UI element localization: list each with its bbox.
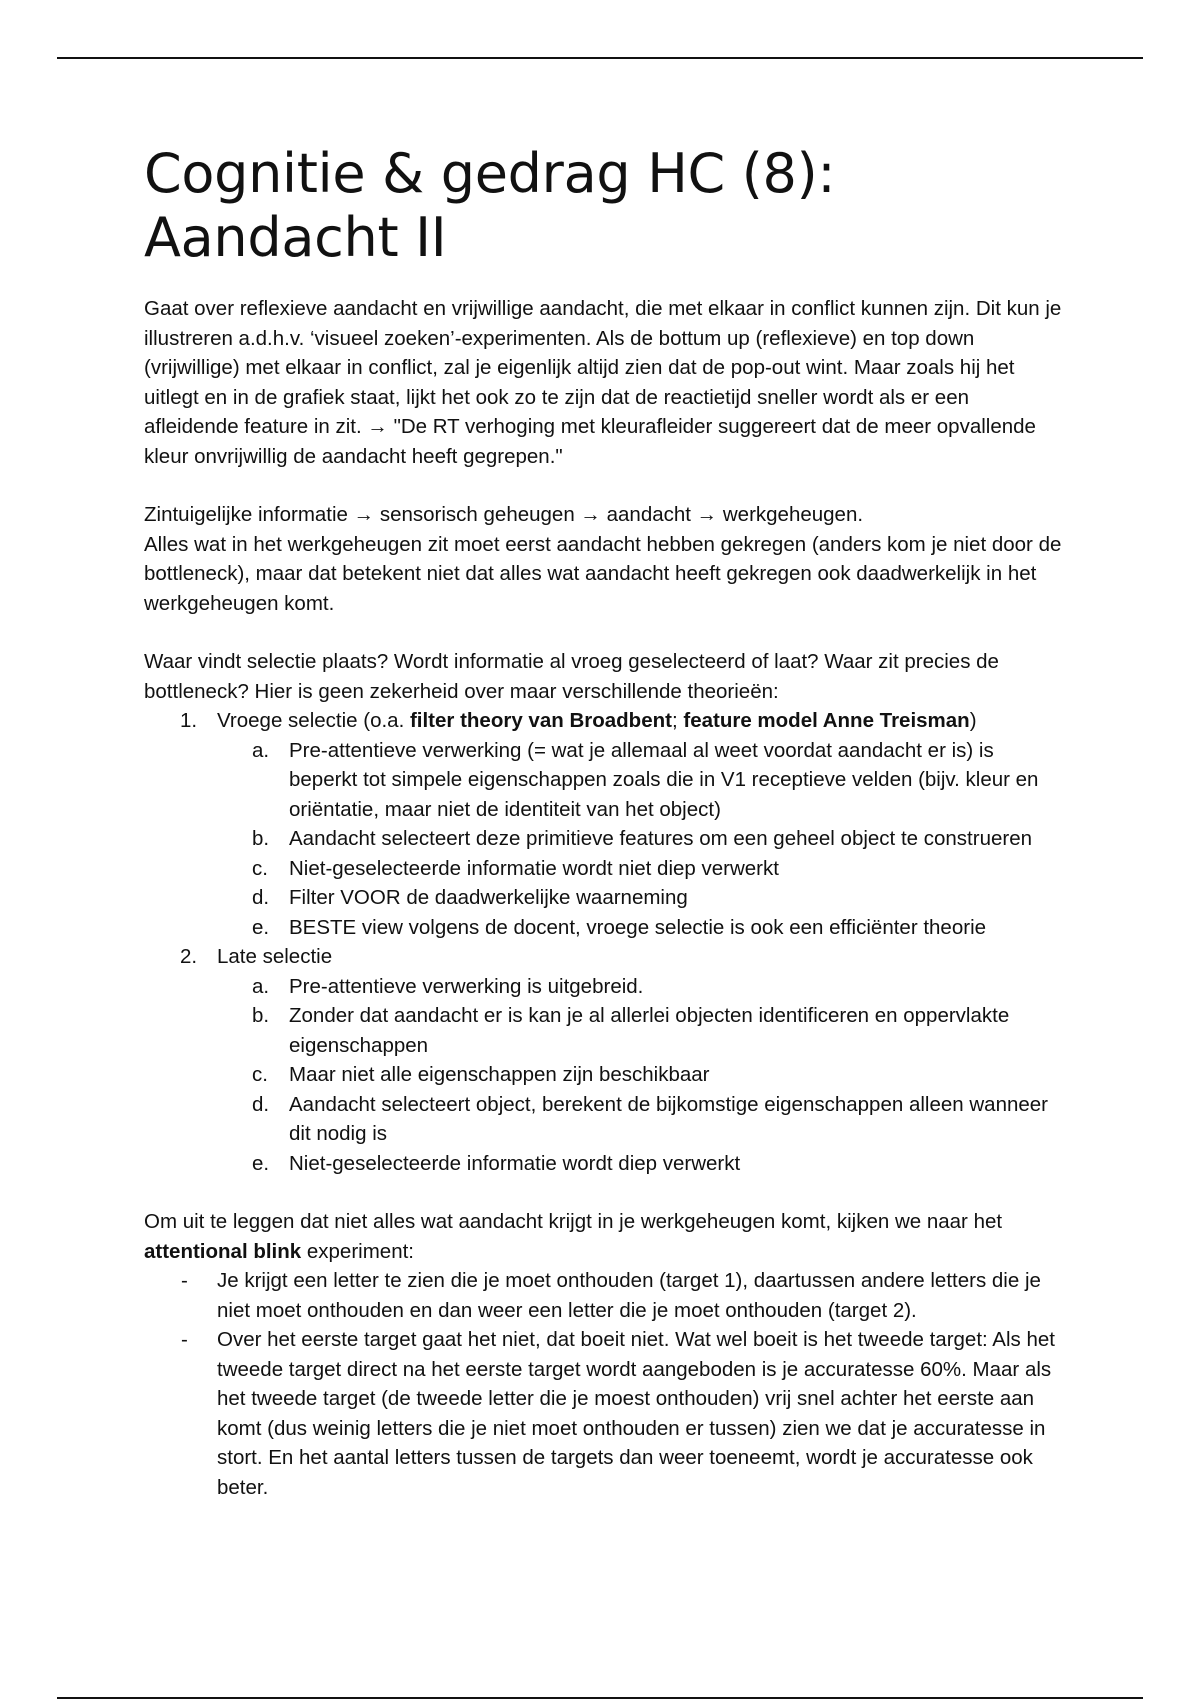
list-item: c. Maar niet alle eigenschappen zijn beschikbaar <box>252 1063 710 1086</box>
broadbent-term: filter theory van Broadbent <box>409 709 672 732</box>
theory-item-late: 2. Late selectie a. Pre-attentieve verwerking is uitgebreid. b. Zonder dat aandacht er is kan je al allerlei objecten identificeren en oppervlakte eigenschappen c. Maar niet alle eigenschappen zijn beschikbaar d. Aandacht selecteert object, berekent de bijkomstige eigenschappen alleen wanneer dit nodig is e. Niet-geselecteerde informatie wordt diep verwerkt <box>144 942 1064 1178</box>
title-line-1: Cognitie & gedrag HC (8): <box>144 142 836 205</box>
list-item: e. Niet-geselecteerde informatie wordt diep verwerkt <box>252 1151 741 1175</box>
list-item: d. Filter VOOR de daadwerkelijke waarneming <box>252 886 688 909</box>
page-title <box>144 142 1064 270</box>
list-item: a. Pre-attentieve verwerking (= wat je allemaal al weet voordat aandacht er is) is beperkt tot simpele eigenschappen zoals die in V1 receptieve velden (bijv. kleur en oriëntatie, maar niet de identiteit van het object) <box>252 738 1039 821</box>
list-item: - Over het eerste target gaat het niet, dat boeit niet. Wat wel boeit is het tweede target: Als het tweede target direct na het eerste target wordt aangeboden is je accuratesse 60%. Maar als het tweede target (de tweede letter die je moest onthouden) vrij snel achter het eerste aan komt (dus weinig letters die je niet moet onthouden er tussen) zien we dat je accuratesse in stort. En het aantal letters tussen de targets dan weer toeneemt, wordt je accuratesse ook beter. <box>181 1328 1055 1499</box>
header-rule <box>57 57 1143 59</box>
list-item: d. Aandacht selecteert object, berekent de bijkomstige eigenschappen alleen wanneer dit nodig is <box>252 1092 1049 1145</box>
list-item: b. Zonder dat aandacht er is kan je al allerlei objecten identificeren en oppervlakte eigenschappen <box>252 1004 1010 1057</box>
late-sublist <box>217 972 1064 1179</box>
early-sublist <box>217 736 1064 943</box>
list-number: 1. <box>180 709 198 732</box>
theory-list <box>144 706 1064 1178</box>
list-item: - Je krijgt een letter te zien die je moet onthouden (target 1), daartussen andere letters die je niet moet onthouden en dan weer een letter die je moet onthouden (target 2). <box>181 1269 1041 1322</box>
intro-paragraph: Gaat over reflexieve aandacht en vrijwillige aandacht, die met elkaar in conflict kunnen zijn. Dit kun je illustreren a.d.h.v. ‘visueel zoeken’-experimenten. Als de bottum up (reflexieve) en top down (vrijwillige) met elkaar in conflict, zal je eigenlijk altijd zien dat de pop-out wint. Maar zoals hij het uitlegt en in de grafiek staat, lijkt het ook zo te zijn dat de reactietijd sneller wordt als er een afleidende feature in zit. → "De RT verhoging met kleurafleider suggereert dat de meer opvallende kleur onvrijwillig de aandacht heeft gegrepen." <box>144 297 1062 468</box>
workmem-paragraph: Alles wat in het werkgeheugen zit moet eerst aandacht hebben gekregen (anders kom je niet door de bottleneck), maar dat betekent niet dat alles wat aandacht heeft gekregen ook daadwerkelijk in het werkgeheugen komt. <box>144 532 1062 615</box>
list-item: a. Pre-attentieve verwerking is uitgebreid. <box>252 974 644 998</box>
list-item: e. BESTE view volgens de docent, vroege selectie is ook een efficiënter theorie <box>252 915 987 939</box>
treisman-term: feature model Anne Treisman <box>683 709 970 732</box>
list-item: c. Niet-geselecteerde informatie wordt niet diep verwerkt <box>252 856 779 880</box>
attentional-blink-term: attentional blink <box>144 1239 302 1263</box>
list-item: b. Aandacht selecteert deze primitieve features om een geheel object te construeren <box>252 827 1032 850</box>
document-page <box>144 142 1064 1502</box>
blink-bullet-list <box>144 1266 1064 1502</box>
title-line-2: Aandacht II <box>144 206 447 269</box>
blink-paragraph: Om uit te leggen dat niet alles wat aandacht krijgt in je werkgeheugen komt, kijken we naar het attentional blink experiment: <box>144 1210 1003 1263</box>
document-body <box>144 294 1064 1502</box>
flow-paragraph: Zintuigelijke informatie → sensorisch geheugen → aandacht → werkgeheugen. <box>144 503 864 526</box>
selection-paragraph: Waar vindt selectie plaats? Wordt informatie al vroeg geselecteerd of laat? Waar zit precies de bottleneck? Hier is geen zekerheid over maar verschillende theorieën: <box>144 650 999 703</box>
theory-item-early: 1. Vroege selectie (o.a. filter theory van Broadbent; feature model Anne Treisman) a. Pre-attentieve verwerking (= wat je allemaal al weet voordat aandacht er is) is beperkt tot simpele eigenschappen zoals die in V1 receptieve velden (bijv. kleur en oriëntatie, maar niet de identiteit van het object) b. Aandacht selecteert deze primitieve features om een geheel object te construeren c. Niet-geselecteerde informatie wordt niet diep verwerkt d. Filter VOOR de daadwerkelijke waarneming e. BESTE view volgens de docent, vroege selectie is ook een efficiënter theorie <box>144 706 1064 942</box>
list-number: 2. <box>180 945 198 968</box>
footer-rule <box>57 1697 1143 1699</box>
